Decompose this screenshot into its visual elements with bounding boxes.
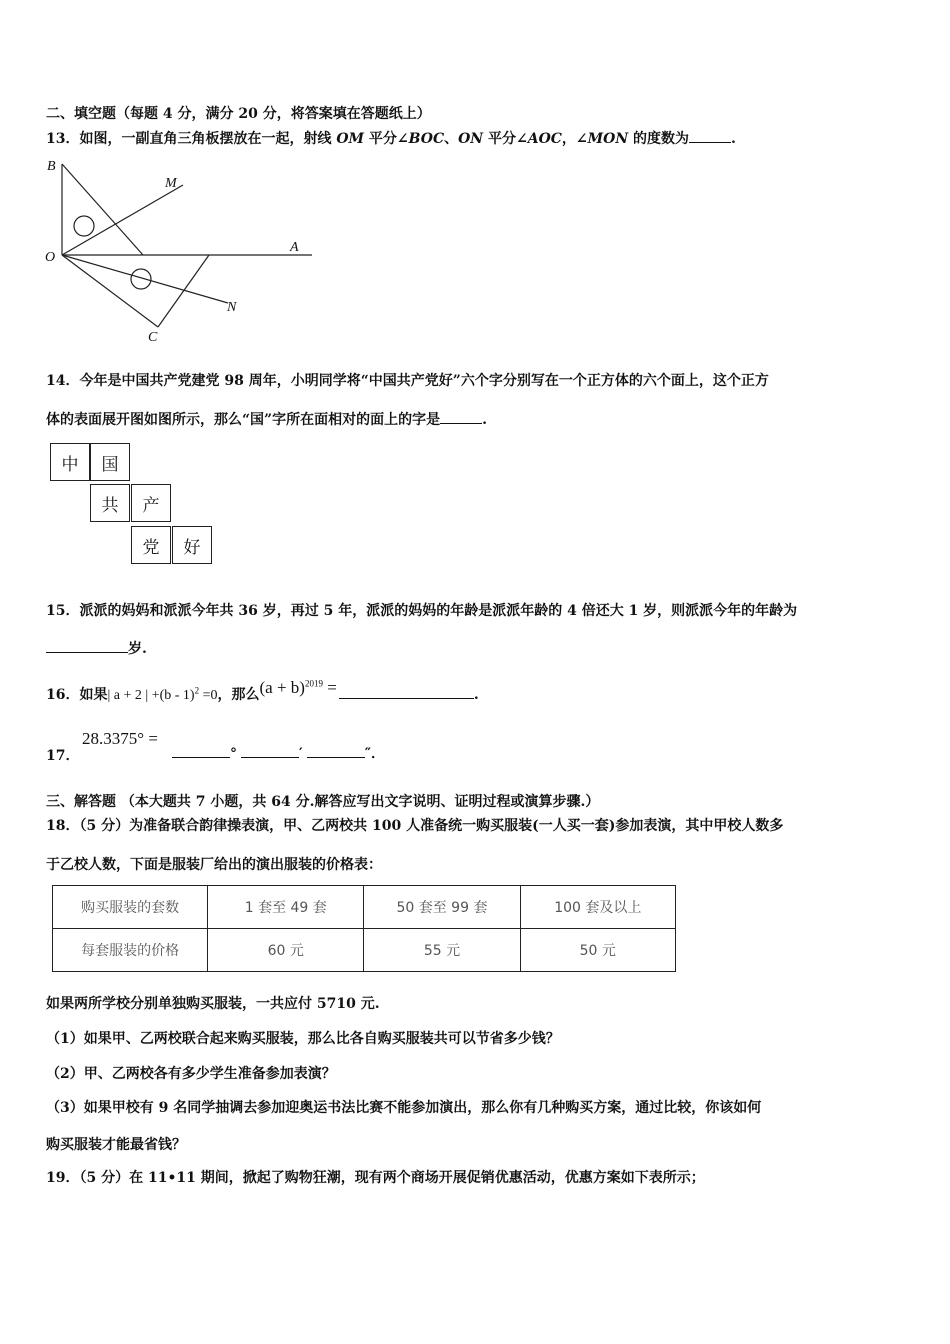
section-2-title: 二、填空题（每题 4 分，满分 20 分，将答案填在答题纸上） <box>46 106 431 122</box>
q13-text-a: 如图，一副直角三角板摆放在一起，射线 <box>79 131 337 147</box>
q13-answer-blank <box>689 128 731 143</box>
q13-text-e: ，∠ <box>561 131 588 147</box>
q15-line-2 <box>46 638 147 658</box>
q17-degree-sign: ° <box>230 746 237 762</box>
q16-answer-blank <box>339 684 474 699</box>
label-b: B <box>47 159 56 174</box>
q17-equals: = <box>144 729 158 748</box>
price-table-cell: 1 套至 49 套 <box>208 886 364 929</box>
q14-line-1: 14．今年是中国共产党建党 98 周年，小明同学将“中国共产党好”六个字分别写在一个正方体的六个面上，这个正方 <box>46 373 769 389</box>
q15-unit: 岁 <box>128 641 142 657</box>
q17-expression <box>82 729 158 749</box>
q16-expression-2 <box>260 678 337 697</box>
q18-sub-3-line-2: 购买服装才能最省钱？ <box>46 1137 186 1153</box>
q14-answer-blank <box>440 409 482 424</box>
label-a: A <box>290 240 299 255</box>
q16-end: . <box>473 687 479 703</box>
q13-text-c: 、 <box>444 131 459 147</box>
ray-on <box>62 255 228 303</box>
q17-num: 17． <box>46 748 80 764</box>
question-16 <box>46 678 479 704</box>
q17-degree-blank <box>172 743 230 758</box>
q17-end: ． <box>370 746 385 762</box>
q16-expression-1 <box>107 685 218 703</box>
q18-sub-1: （1）如果甲、乙两校联合起来购买服装，那么比各自购买服装共可以节省多少钱？ <box>46 1031 560 1047</box>
q19-line-1: 19．（5 分）在 11•11 期间，掀起了购物狂潮，现有两个商场开展促销优惠活动，优惠方案如下表所示； <box>46 1170 705 1186</box>
q13-om: OM <box>336 131 365 147</box>
net-cell-4: 产 <box>131 484 171 522</box>
q17-minute-sign: ′ <box>299 746 303 762</box>
q13-text-d: 平分∠ <box>483 131 528 147</box>
net-cell-1: 中 <box>50 443 90 481</box>
line-oc <box>62 255 158 327</box>
price-table-cell: 60 元 <box>208 929 364 972</box>
net-cell-3: 共 <box>90 484 130 522</box>
q16-expr1: | a + 2 | +(b - 1) <box>107 688 195 703</box>
price-table-row-price <box>53 929 676 972</box>
right-angle-marker-top <box>74 216 94 236</box>
label-m: M <box>165 176 177 191</box>
q14-line-2 <box>46 409 487 429</box>
label-n: N <box>227 300 237 315</box>
price-table-cell: 50 套至 99 套 <box>364 886 520 929</box>
q13-text-b: 平分∠ <box>364 131 409 147</box>
q18-cost-line: 如果两所学校分别单独购买服装，一共应付 5710 元. <box>46 996 380 1012</box>
q17-blanks <box>172 743 385 763</box>
q17-second-sign: ″ <box>364 746 371 762</box>
q16-prefix: 16．如果 <box>46 687 108 703</box>
q13-end: . <box>731 131 736 147</box>
question-13 <box>46 128 736 148</box>
price-table-cell: 55 元 <box>364 929 520 972</box>
price-table-cell: 50 元 <box>520 929 675 972</box>
q13-boc: BOC <box>408 131 445 147</box>
price-table-row-quantity <box>53 886 676 929</box>
q18-line-2: 于乙校人数，下面是服装厂给出的演出服装的价格表： <box>46 857 382 873</box>
q17-second-blank <box>307 743 365 758</box>
q16-exp2: 2019 <box>304 678 323 689</box>
q13-aoc: AOC <box>527 131 562 147</box>
net-cell-5: 党 <box>131 526 171 564</box>
q13-mon: MON <box>587 131 629 147</box>
q16-expr1-end: =0 <box>199 688 218 703</box>
line-c-hyp <box>158 255 209 327</box>
q17-minute-blank <box>241 743 299 758</box>
label-o: O <box>45 250 56 265</box>
q18-sub-2: （2）甲、乙两校各有多少学生准备参加表演？ <box>46 1066 336 1082</box>
q17-value: 28.3375° <box>82 729 145 748</box>
q15-answer-blank <box>46 638 128 653</box>
q15-end: . <box>142 641 147 657</box>
label-c: C <box>148 330 158 345</box>
net-cell-2: 国 <box>90 443 130 481</box>
line-b-hyp <box>62 164 143 255</box>
net-cell-6: 好 <box>172 526 212 564</box>
q14-end: . <box>482 412 487 428</box>
q13-on: ON <box>458 131 484 147</box>
q16-mid: ，那么 <box>217 687 260 703</box>
q16-exp1: 2 <box>194 685 200 696</box>
q15-line-1: 15．派派的妈妈和派派今年共 36 岁，再过 5 年，派派的妈妈的年龄是派派年龄的 4 倍还大 1 岁，则派派今年的年龄为 <box>46 603 798 619</box>
price-table-cell: 100 套及以上 <box>520 886 675 929</box>
q13-text-f: 的度数为 <box>628 131 690 147</box>
section-3-title: 三、解答题 （本大题共 7 小题，共 64 分.解答应写出文字说明、证明过程或演算步骤.） <box>46 794 600 810</box>
q18-line-1: 18．（5 分）为准备联合韵律操表演，甲、乙两校共 100 人准备统一购买服装(一人买一套)参加表演，其中甲校人数多 <box>46 818 784 834</box>
ray-om <box>62 185 183 255</box>
q14-line-2-text: 体的表面展开图如图所示，那么“国”字所在面相对的面上的字是 <box>46 412 441 428</box>
q18-sub-3-line-1: （3）如果甲校有 9 名同学抽调去参加迎奥运书法比赛不能参加演出，那么你有几种购买方案，通过比较，你该如何 <box>46 1100 762 1116</box>
q13-triangle-figure <box>40 152 330 347</box>
q13-num: 13． <box>46 131 80 147</box>
q16-equals: = <box>322 678 337 697</box>
price-table-header-quantity: 购买服装的套数 <box>53 886 208 929</box>
q18-price-table <box>52 885 676 972</box>
q16-expr2: (a + b) <box>259 678 305 697</box>
price-table-header-price: 每套服装的价格 <box>53 929 208 972</box>
right-angle-marker-bottom <box>131 269 151 289</box>
